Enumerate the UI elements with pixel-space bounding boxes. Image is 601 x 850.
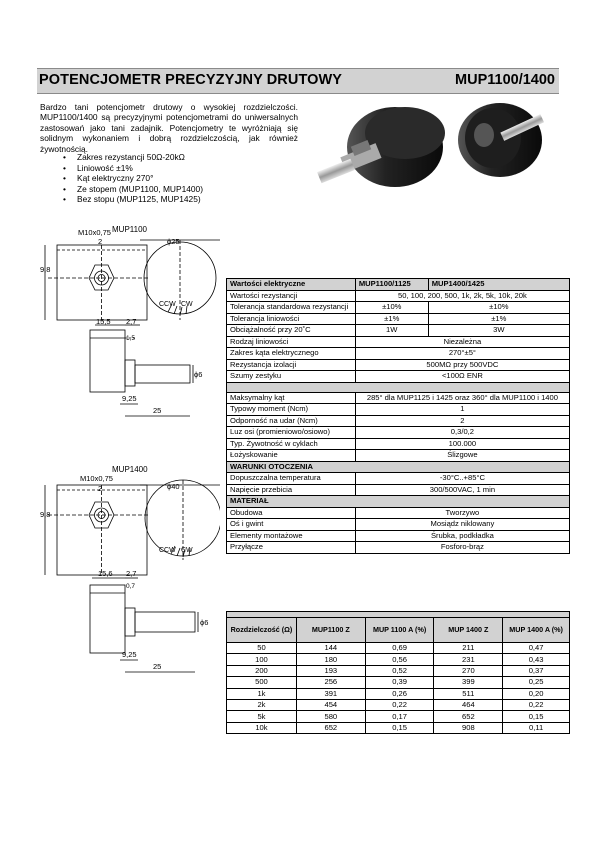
res-cell: 0,37 [503,665,570,676]
spec-value: ±10% [355,302,428,314]
res-cell: 200 [227,665,297,676]
spec-row [227,450,570,462]
spec-row [227,473,570,485]
drawing1-dim-25: 25 [153,406,162,415]
res-row [227,711,570,722]
res-cell: 100 [227,654,297,665]
spec-value: Ślizgowe [355,450,569,462]
drawing1-dim-27: 2,7 [126,317,137,326]
res-cell: 464 [434,699,503,710]
drawing2-thread: M10x0,75 [80,474,113,483]
res-cell: 652 [434,711,503,722]
spec-row [227,404,570,416]
res-cell: 0,52 [365,665,434,676]
res-cell: 1k [227,688,297,699]
spec-row [227,302,570,314]
spec-value: <100Ω ENR [355,371,569,383]
spec-value: 1 [355,404,569,416]
res-header-cell: MUP 1400 A (%) [503,618,570,643]
spec-label: Tolerancja liniowości [227,313,356,325]
spec-value: 300/500VAC, 1 min [355,484,569,496]
intro-text: Bardzo tani potencjometr drutowy o wysokiej rozdzielczości. MUP1100/1400 są precyzyjnymi potencjometrami do uniwersalnych zastosowań jako tani zadajnik. Potencjometry te wyróżniają się solidnym wykonaniem i dobrą rozdzielczością, jak również żywotnością. [40,102,298,154]
spec-label: Luz osi (promieniowo/osiowo) [227,427,356,439]
spec-label: Maksymalny kąt [227,392,356,404]
feature-item: • Liniowość ±1% [63,163,203,174]
drawing1-d-small: 2 [98,237,103,246]
spec-value: Tworzywo [355,507,569,519]
page-title: POTENCJOMETR PRECYZYJNY DRUTOWY [39,72,343,88]
spec-row [227,371,570,383]
drawing2-dim-07: 0,7 [126,583,136,590]
res-header-cell: MUP 1400 Z [434,618,503,643]
res-cell: 231 [434,654,503,665]
spec-section-row [227,461,570,473]
spec-row [227,507,570,519]
spec-header-mup1400: MUP1400/1425 [428,279,569,291]
drawing2-title: MUP1400 [112,465,148,474]
res-cell: 0,25 [503,677,570,688]
spec-value: ±1% [355,313,428,325]
spec-value: 100.000 [355,438,569,450]
res-cell: 0,22 [365,699,434,710]
drawing1-dim-155: 15,5 [96,317,111,326]
res-cell: 0,26 [365,688,434,699]
spec-row [227,313,570,325]
spec-value: Mosiądz niklowany [355,519,569,531]
spec-label: Napięcie przebicia [227,484,356,496]
res-cell: 0,15 [503,711,570,722]
res-cell: 0,11 [503,722,570,733]
spec-label: Rezystancja izolacji [227,359,356,371]
drawing1-cw: CW [181,301,193,308]
drawing1-ccw: CCW [159,301,176,308]
mup1100-drawing [40,220,220,430]
spec-value: 285° dla MUP1125 i 1425 oraz 360° dla MUP1100 i 1400 [355,392,569,404]
spec-table [226,278,570,554]
drawing2-dim-925: 9,25 [122,650,137,659]
spec-value: 1W [355,325,428,337]
res-cell: 0,43 [503,654,570,665]
spec-label: Typ. Żywotność w cyklach [227,438,356,450]
feature-item: • Zakres rezystancji 50Ω-20kΩ [63,152,203,163]
drawing2-dim-27: 2,7 [126,569,137,578]
res-cell: 652 [296,722,365,733]
spec-value: 2 [355,415,569,427]
res-cell: 0,17 [365,711,434,722]
res-cell: 391 [296,688,365,699]
res-header-cell: Rozdzielczość (Ω) [227,618,297,643]
spec-row [227,438,570,450]
res-cell: 256 [296,677,365,688]
res-row [227,699,570,710]
spec-row [227,359,570,371]
res-cell: 0,20 [503,688,570,699]
drawing2-dim-25: 25 [153,662,162,671]
res-cell: 0,69 [365,643,434,654]
feature-item: • Kąt elektryczny 270° [63,173,203,184]
spec-label: Tolerancja standardowa rezystancji [227,302,356,314]
res-cell: 0,15 [365,722,434,733]
spec-row [227,336,570,348]
spec-label: Przyłącze [227,542,356,554]
drawing2-height: 9,8 [40,510,51,519]
spec-label: Oś i gwint [227,519,356,531]
spec-row [227,348,570,360]
spec-value: ±1% [428,313,569,325]
res-row [227,643,570,654]
res-header-cell: MUP1100 Z [296,618,365,643]
spec-value: 270°±5° [355,348,569,360]
drawing2-shaft: ϕ6 [200,618,209,627]
drawing2-d-small: 2 [98,484,103,493]
spec-row [227,325,570,337]
feature-list [63,152,203,205]
spec-label: Dopuszczalna temperatura [227,473,356,485]
spec-value: Fosforo-brąz [355,542,569,554]
spec-value: 3W [428,325,569,337]
spec-label: Obciążalność przy 20˚C [227,325,356,337]
spec-header-label: Wartości elektryczne [227,279,356,291]
drawing2-dim-156: 15,6 [98,569,113,578]
res-cell: 180 [296,654,365,665]
res-cell: 908 [434,722,503,733]
model-name: MUP1100/1400 [455,72,555,88]
spec-label: Zakres kąta elektrycznego [227,348,356,360]
spec-label: Wartości rezystancji [227,290,356,302]
spec-value: 0,3/0,2 [355,427,569,439]
drawing1-title: MUP1100 [112,225,147,234]
res-row [227,688,570,699]
res-row [227,722,570,733]
res-cell: 580 [296,711,365,722]
res-cell: 500 [227,677,297,688]
res-cell: 144 [296,643,365,654]
product-photo [310,95,560,205]
res-row [227,665,570,676]
spec-label: Elementy montażowe [227,530,356,542]
drawing2-ccw: CCW [159,547,176,554]
mup1400-drawing [40,460,220,675]
res-cell: 50 [227,643,297,654]
res-cell: 454 [296,699,365,710]
drawing1-height: 9,8 [40,265,51,274]
res-row [227,677,570,688]
spec-header-row [227,279,570,291]
res-cell: 211 [434,643,503,654]
spec-row [227,427,570,439]
spec-value: -30°C..+85°C [355,473,569,485]
res-cell: 0,47 [503,643,570,654]
res-header-row [227,618,570,643]
drawing1-dim-15: 1,5 [126,335,136,342]
spec-value: Niezależna [355,336,569,348]
drawing1-thread: M10x0,75 [78,228,111,237]
spec-label: Obudowa [227,507,356,519]
spec-row [227,484,570,496]
res-cell: 5k [227,711,297,722]
res-cell: 0,56 [365,654,434,665]
drawing2-cw: CW [181,547,193,554]
res-cell: 0,39 [365,677,434,688]
spec-row [227,392,570,404]
res-header-cell: MUP 1100 A (%) [365,618,434,643]
res-cell: 399 [434,677,503,688]
drawing1-dim-925: 9,25 [122,394,137,403]
spec-header-mup1100: MUP1100/1125 [355,279,428,291]
spec-section-title: WARUNKI OTOCZENIA [227,461,570,473]
spec-value: 500MΩ przy 500VDC [355,359,569,371]
res-cell: 10k [227,722,297,733]
spec-value: 50, 100, 200, 500, 1k, 2k, 5k, 10k, 20k [355,290,569,302]
spec-label: Łożyskowanie [227,450,356,462]
feature-item: • Ze stopem (MUP1100, MUP1400) [63,184,203,195]
spec-row [227,415,570,427]
drawing1-diameter: ϕ25 [167,237,180,246]
spec-value: Śrubka, podkładka [355,530,569,542]
drawing2-diameter: ϕ40 [167,482,180,491]
resolution-table [226,611,570,734]
spec-label: Rodzaj liniowości [227,336,356,348]
spec-gap-row [227,382,570,392]
drawing1-shaft: ϕ6 [194,370,203,379]
title-bar [37,68,559,94]
spec-value: ±10% [428,302,569,314]
spec-row [227,542,570,554]
res-cell: 0,22 [503,699,570,710]
spec-section-title: MATERIAŁ [227,496,570,508]
res-cell: 193 [296,665,365,676]
feature-item: • Bez stopu (MUP1125, MUP1425) [63,194,203,205]
res-cell: 511 [434,688,503,699]
res-row [227,654,570,665]
res-cell: 270 [434,665,503,676]
spec-row [227,530,570,542]
spec-label: Typowy moment (Ncm) [227,404,356,416]
res-cell: 2k [227,699,297,710]
spec-section-row [227,496,570,508]
spec-label: Szumy zestyku [227,371,356,383]
spec-row [227,519,570,531]
spec-label: Odporność na udar (Ncm) [227,415,356,427]
spec-row [227,290,570,302]
